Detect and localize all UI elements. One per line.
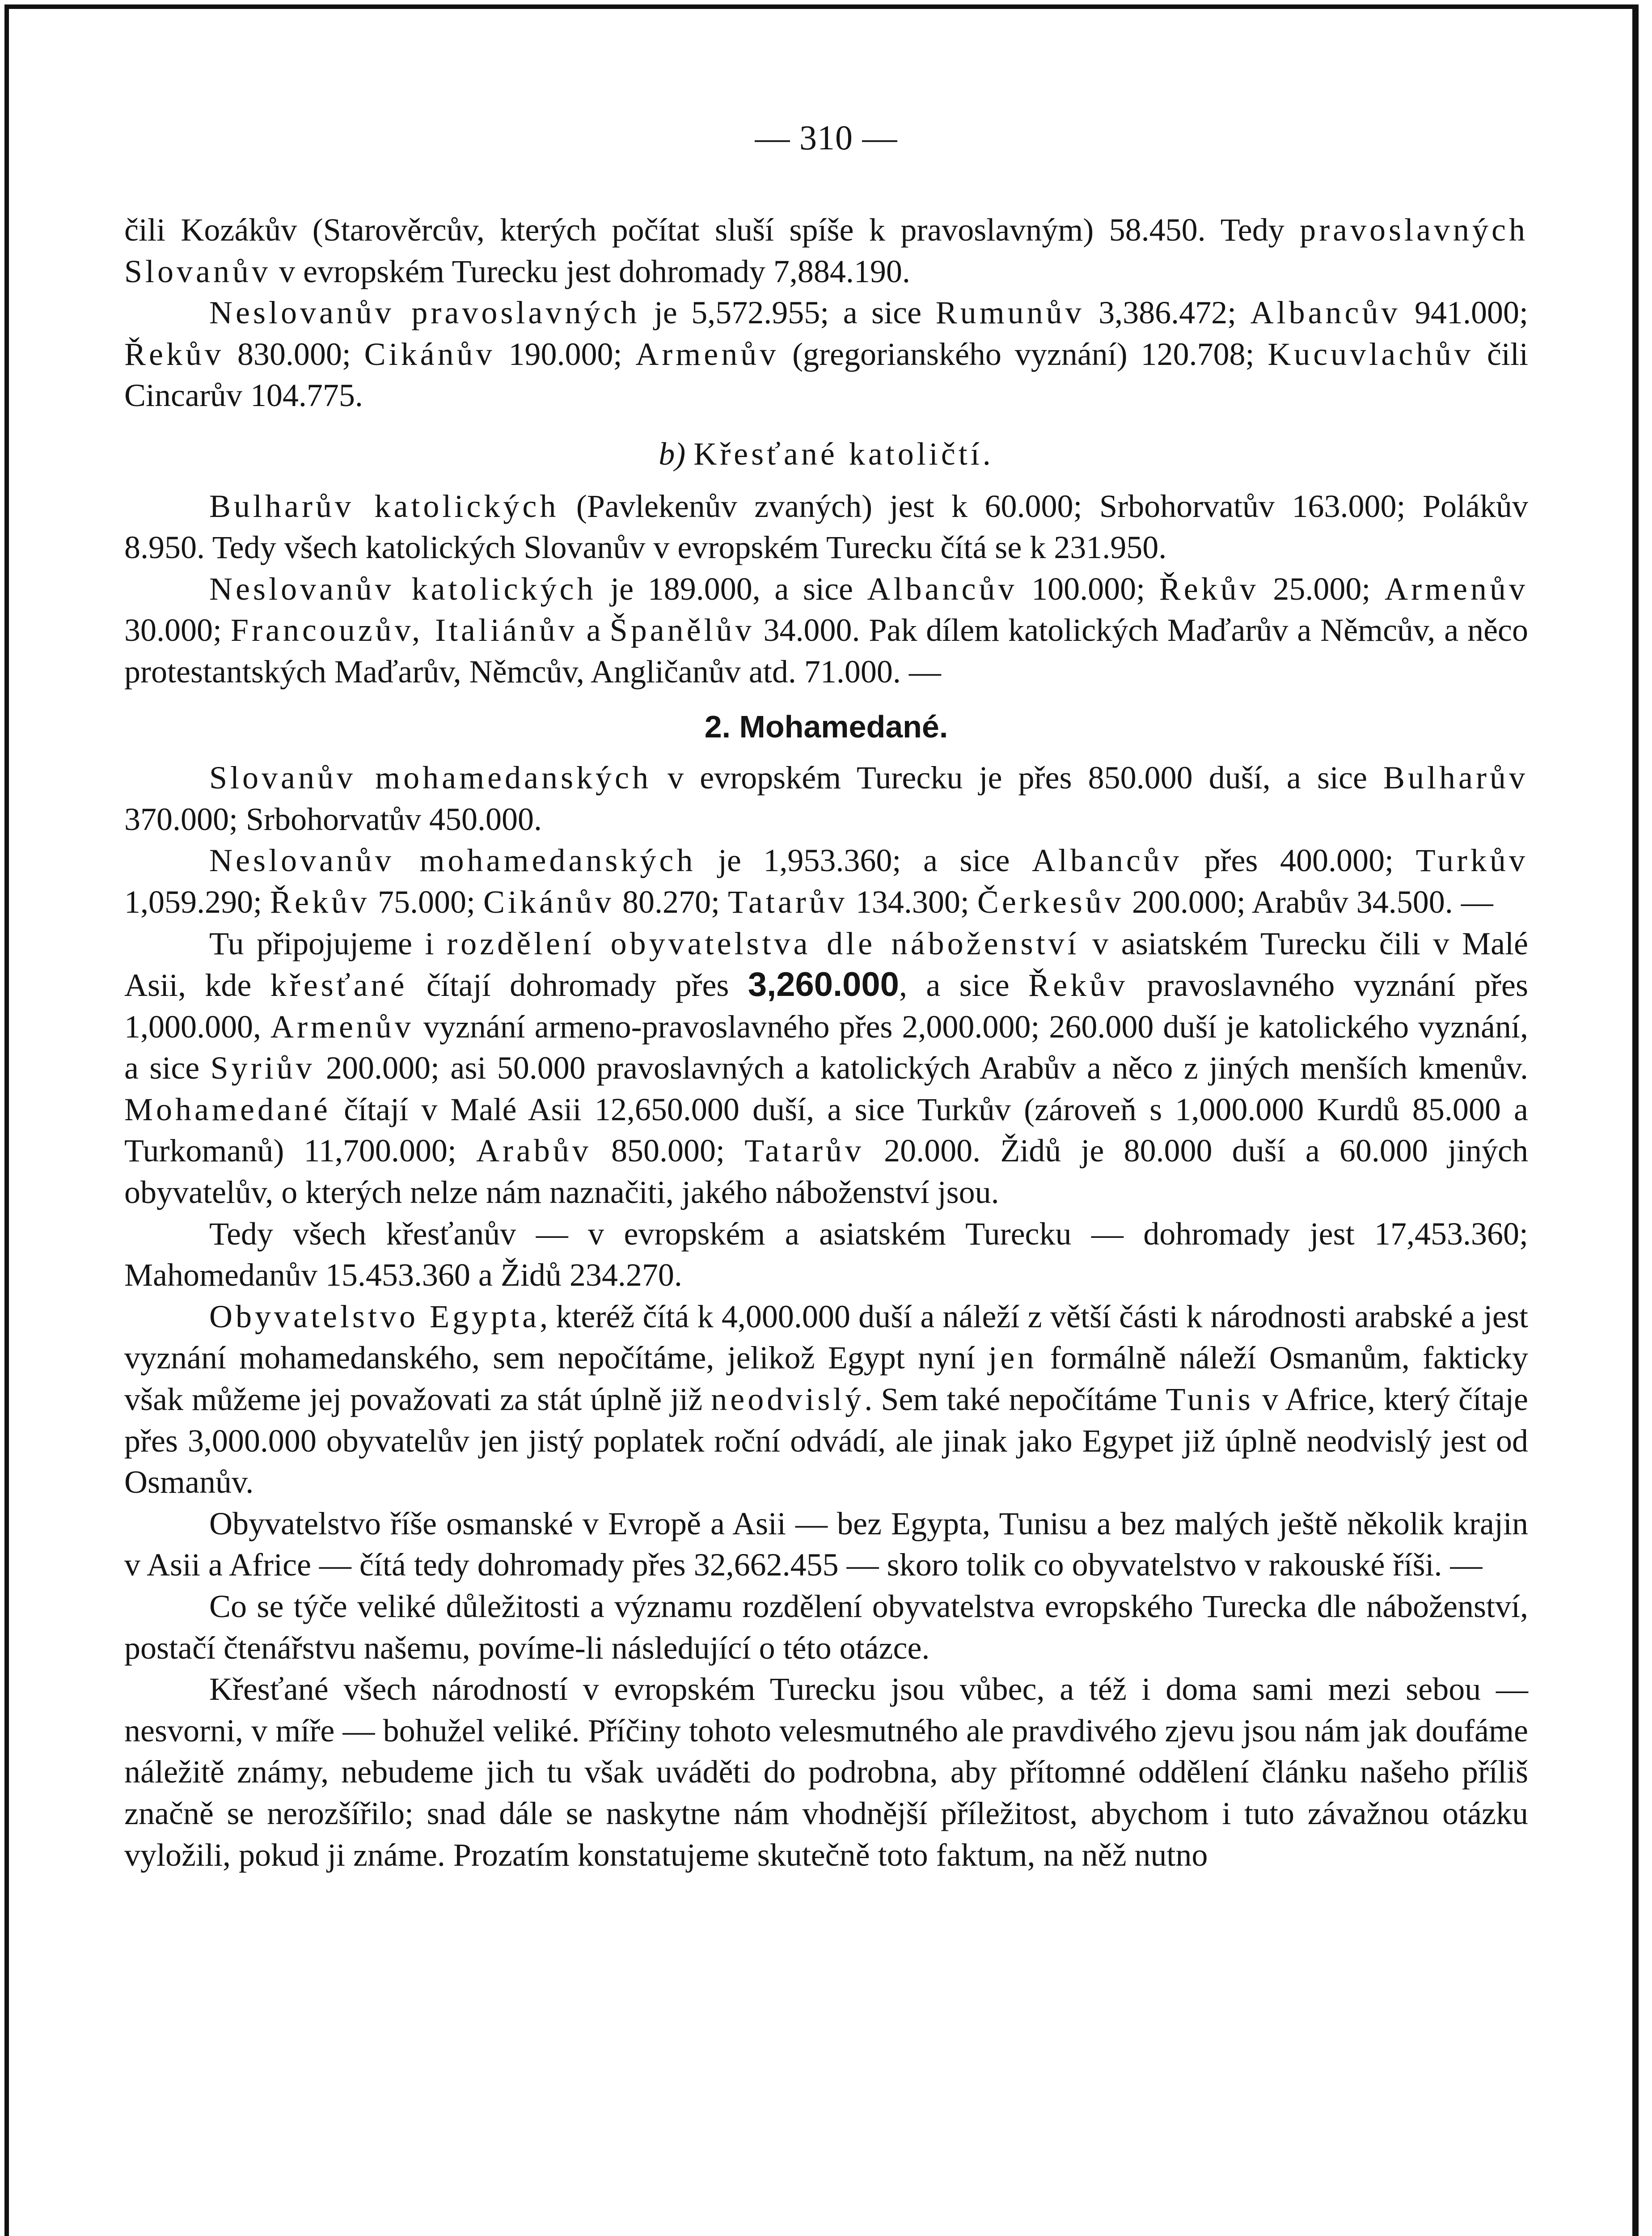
paragraph-obyvatelstvo-egypta: Obyvatelstvo Egypta, kteréž čítá k 4,000.000 duší a náleží z větší části k národnosti arabské a jest vyznání mohamedanského, sem nepočítáme, jelikož Egypt nyní jen formálně náleží Osmanům, fakticky však můžeme jej považovati za stát úplně již neodvislý. Sem také nepočítáme Tunis v Africe, který čítaje přes 3,000.000 obyvatelův jen jistý poplatek roční odvádí, ale jinak jako Egypet již úplně neodvislý jest od Osmanův. [124, 1298, 1528, 1500]
section-letter: b) [659, 436, 686, 472]
paragraph-asiatske-turecko: Tu připojujeme i rozdělení obyvatelstva dle náboženství v asiatském Turecku čili v Malé Asii, kde křesťané čítají dohromady přes 3,260.000, a sice Řekův pravoslavného vyznání přes 1,000.000, Armenův vyznání armeno-pravoslavného přes 2,000.000; 260.000 duší je katolického vyznání, a sice Syriův 200.000; asi 50.000 pravoslavných a katolických Arabův a něco z jiných menších kmenův. Mohamedané čítají v Malé Asii 12,650.000 duší, a sice Turkův (zároveň s 1,000.000 Kurdů 85.000 a Turkomanů) 11,700.000; Arabův 850.000; Tatarův 20.000. Židů je 80.000 duší a 60.000 jiných obyvatelův, o kterých nelze nám naznačiti, jakého náboženství jsou. [124, 925, 1528, 1211]
page-number: — 310 — [755, 118, 898, 157]
paragraph-neslovanuv-mohamedanskych: Neslovanův mohamedanských je 1,953.360; a sice Albancův přes 400.000; Turkův 1,059.290; Řekův 75.000; Cikánův 80.270; Tatarův 134.300; Čerkesův 200.000; Arabův 34.500. — [124, 843, 1529, 920]
section-title: Křesťané katoličtí. [693, 436, 994, 472]
paragraph-neslovanuv-pravoslavnych: Neslovanův pravoslavných je 5,572.955; a sice Rumunův 3,386.472; Albancův 941.000; Řekův 830.000; Cikánův 190.000; Armenův (gregorianského vyznání) 120.708; Kucuvlachův čili Cincarův 104.775. [124, 295, 1529, 414]
paragraph-neslovanuv-katolickych: Neslovanův katolických je 189.000, a sice Albancův 100.000; Řekův 25.000; Armenův 30.000; Francouzův, Italiánův a Španělův 34.000. Pak dílem katolických Maďarův a Němcův, a něco protestantských Maďarův, Němcův, Angličanův atd. 71.000. — [124, 571, 1528, 690]
paragraph-krestane-nesvorni: Křesťané všech národností v evropském Turecku jsou vůbec, a též i doma sami mezi sebou — nesvorni, v míře — bohužel veliké. Příčiny tohoto velesmutného ale pravdivého zjevu jsou nám jak doufáme náležitě známy, nebudeme jich tu však uváděti do podrobna, aby přítomné oddělení článku našeho příliš značně se nerozšířilo; snad dále se naskytne nám vhodnější příležitost, abychom i tuto závažnou otázku vyložili, pokud ji známe. Prozatím konstatujeme skutečně toto faktum, na něž nutno [124, 1671, 1528, 1873]
page-content [124, 115, 1528, 1876]
paragraph-kozaku: čili Kozákův (Starověrcův, kterých počítat sluší spíše k pravoslavným) 58.450. Tedy pravoslavných Slovanův v evropském Turecku jest dohromady 7,884.190. [124, 212, 1528, 289]
paragraph-obyvatelstvo-rise-osmanske: Obyvatelstvo říše osmanské v Evropě a Asii — bez Egypta, Tunisu a bez malých ještě několik krajin v Asii a Africe — čítá tedy dohromady přes 32,662.455 — skoro tolik co obyvatelstvo v rakouské říši. — [124, 1505, 1528, 1583]
section-heading-mohamedane: 2. Mohamedané. [704, 709, 948, 744]
paragraph-bulharuv-katolickych: Bulharův katolických (Pavlekenův zvaných) jest k 60.000; Srbohorvatův 163.000; Polákův 8.950. Tedy všech katolických Slovanův v evropském Turecku čítá se k 231.950. [124, 488, 1528, 566]
paragraph-dulezitost-rozdeleni: Co se týče veliké důležitosti a významu rozdělení obyvatelstva evropského Turecka dle náboženství, postačí čtenářstvu našemu, povíme-li následující o této otázce. [124, 1588, 1528, 1666]
section-heading-krestane-katolicti [124, 416, 1528, 486]
paragraph-slovanuv-mohamedanskych: Slovanův mohamedanských v evropském Turecku je přes 850.000 duší, a sice Bulharův 370.000; Srbohorvatův 450.000. [124, 760, 1528, 837]
paragraph-tedy-vsech-krestanuv: Tedy všech křesťanův — v evropském a asiatském Turecku — dohromady jest 17,453.360; Mahomedanův 15.453.360 a Židů 234.270. [124, 1215, 1528, 1293]
